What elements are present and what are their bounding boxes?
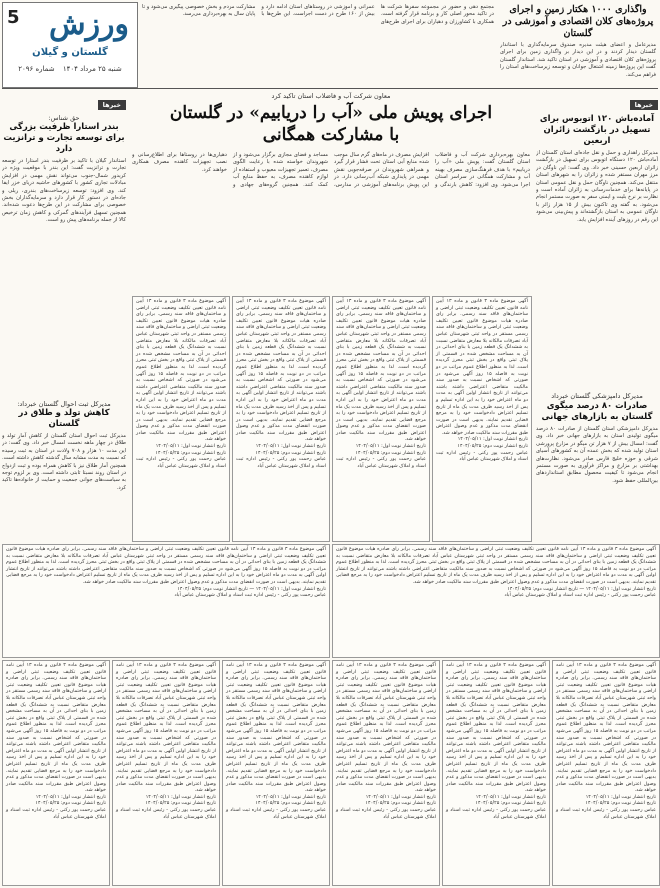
news-tag: خبرها (630, 100, 658, 110)
legal-notice: آگهی موضوع ماده ۳ قانون و ماده ۱۳ آیین نامه قانون تعیین تکلیف وضعیت ثبتی اراضی و ساختمان‌های فاقد سند رسمی. برابر رای صادره هیات موضوع قانون تعیین تکلیف وضعیت ثبتی اراضی و ساختمان‌های فاقد سند رسمی مستقر در واحد ثبتی شهرستان عباس آباد تصرفات مالکانه بلا معارض متقاضی نسبت به ششدانگ یک قطعه زمین با بنای احداثی در آن به مساحت مشخص شده در قسمتی از پلاک ثبتی واقع در بخش ثبتی محرز گردیده است. لذا به منظور اطلاع عموم مراتب در دو نوبت به فاصله ۱۵ روز آگهی می‌شود در صورتی که اشخاص نسبت به صدور سند مالکیت متقاضی اعتراضی داشته باشند می‌توانند از تاریخ انتشار اولین آگهی به مدت دو ماه اعتراض خود را به این اداره تسلیم و پس از اخذ رسید ظرف مدت یک ماه از تاریخ تسلیم اعتراض دادخواست خود را به مرجع قضایی تقدیم نمایند. بدیهی است در صورت انقضای مدت مذکور و عدم وصول اعتراض طبق مقررات سند مالکیت صادر خواهد شد. تاریخ انتشار نوبت اول: ۱۴۰۴/۰۵/۱۱ تاریخ انتشار نوبت دوم: ۱۴۰۴/۰۵/۲۵ عباس رحمت پور رکنی - رئیس اداره ثبت اسناد و املاک شهرستان عباس آباد (552, 660, 660, 886)
issue-date: شنبه ۲۵ مرداد ۱۴۰۴ (62, 65, 122, 73)
lead-body: معاون بهره‌برداری شرکت آب و فاضلاب استان گلستان گفت: پویش ملی «آب را دریابیم» با هدف فرهنگ‌سازی مصرف بهینه آب و مشارکت همگانی در سراسر استان اجرا می‌شود. وی افزود: کاهش بارندگی و افزایش مصرف در ماه‌های گرم سال موجب شده منابع آبی استان تحت فشار قرار گیرد و همراهی شهروندان در صرفه‌جویی نقش مهمی در پایداری شبکه آب‌رسانی دارد. در این پویش برنامه‌های آموزشی در مدارس، مساجد و فضای مجازی برگزار می‌شود و از شهروندان خواسته شده با رعایت الگوی مصرف، تعمیر تجهیزات معیوب و استفاده از لوازم کاهنده مصرف، به حفظ منابع آب کمک کنند. همچنین گروه‌های جهادی و دهیاری‌ها در روستاها برای اطلاع‌رسانی و نصب تجهیزات کاهنده مصرف همکاری خواهند کرد. (132, 152, 530, 188)
issue-info (7, 65, 133, 73)
legal-notice: آگهی موضوع ماده ۳ قانون و ماده ۱۳ آیین نامه قانون تعیین تکلیف وضعیت ثبتی اراضی و ساختمان‌های فاقد سند رسمی. برابر رای صادره هیات موضوع قانون تعیین تکلیف وضعیت ثبتی اراضی و ساختمان‌های فاقد سند رسمی مستقر در واحد ثبتی شهرستان عباس آباد تصرفات مالکانه بلا معارض متقاضی نسبت به ششدانگ یک قطعه زمین با بنای احداثی در آن به مساحت مشخص شده در قسمتی از پلاک ثبتی واقع در بخش ثبتی محرز گردیده است. لذا به منظور اطلاع عموم مراتب در دو نوبت به فاصله ۱۵ روز آگهی می‌شود در صورتی که اشخاص نسبت به صدور سند مالکیت متقاضی اعتراضی داشته باشند می‌توانند از تاریخ انتشار اولین آگهی به مدت دو ماه اعتراض خود را به این اداره تسلیم و پس از اخذ رسید ظرف مدت یک ماه از تاریخ تسلیم اعتراض دادخواست خود را به مرجع قضایی تقدیم نمایند. بدیهی است در صورت انقضای مدت مذکور و عدم وصول اعتراض طبق مقررات سند مالکیت صادر خواهد شد. تاریخ انتشار نوبت اول: ۱۴۰۴/۰۵/۱۱ تاریخ انتشار نوبت دوم: ۱۴۰۴/۰۵/۲۵ عباس رحمت پور رکنی - رئیس اداره ثبت اسناد و املاک شهرستان عباس آباد (332, 296, 430, 542)
legal-notice: آگهی موضوع ماده ۳ قانون و ماده ۱۳ آیین نامه قانون تعیین تکلیف وضعیت ثبتی اراضی و ساختمان‌های فاقد سند رسمی. برابر رای صادره هیات موضوع قانون تعیین تکلیف وضعیت ثبتی اراضی و ساختمان‌های فاقد سند رسمی مستقر در واحد ثبتی شهرستان عباس آباد تصرفات مالکانه بلا معارض متقاضی نسبت به ششدانگ یک قطعه زمین با بنای احداثی در آن به مساحت مشخص شده در قسمتی از پلاک ثبتی واقع در بخش ثبتی محرز گردیده است. لذا به منظور اطلاع عموم مراتب در دو نوبت به فاصله ۱۵ روز آگهی می‌شود در صورتی که اشخاص نسبت به صدور سند مالکیت متقاضی اعتراضی داشته باشند می‌توانند از تاریخ انتشار اولین آگهی به مدت دو ماه اعتراض خود را به این اداره تسلیم و پس از اخذ رسید ظرف مدت یک ماه از تاریخ تسلیم اعتراض دادخواست خود را به مرجع قضایی تقدیم نمایند. بدیهی است در صورت انقضای مدت مذکور و عدم وصول اعتراض طبق مقررات سند مالکیت صادر خواهد شد. تاریخ انتشار نوبت اول: ۱۴۰۴/۰۵/۱۱ تاریخ انتشار نوبت دوم: ۱۴۰۴/۰۵/۲۵ عباس رحمت پور رکنی - رئیس اداره ثبت اسناد و املاک شهرستان عباس آباد (222, 660, 330, 886)
right-sub-headline: صادرات ۸۰ درصد میگوی گلستان به بازارهای جهانی (541, 401, 653, 422)
right-body: مدیرکل راهداری و حمل و نقل جاده‌ای استان گلستان از آماده‌باش ۱۲۰ دستگاه اتوبوس برای تسهیل در بازگشت زائران اربعین حسینی خبر داد. وی گفت: این ناوگان در مرز مهران مستقر شده و زائران را به شهرهای استان منتقل می‌کند. همچنین ناوگان حمل و نقل عمومی استان در پایانه‌ها برای خدمات‌رسانی به زائران آماده است و نظارت بر نرخ بلیت و ایمنی سفر به صورت مستمر انجام می‌شود. به گفته وی تاکنون بیش از ۱۵ هزار زائر با ناوگان عمومی به استان بازگشته‌اند و پیش‌بینی می‌شود این رقم در روزهای آینده افزایش یابد. (536, 150, 658, 223)
right-sub-body: مدیرکل دامپزشکی استان گلستان از صادرات ۸۰ درصد میگوی تولیدی استان به بازارهای جهانی خبر داد. وی گفت: امسال بیش از ۷ هزار تن میگو در مزارع پرورشی استان تولید شده که بخش عمده آن به کشورهای آسیای شرقی و حوزه خلیج فارس صادر می‌شود. نظارت‌های بهداشتی بر مزارع و مراکز فرآوری به صورت مستمر انجام می‌شود تا کیفیت محصول مطابق استانداردهای بین‌المللی حفظ شود. (536, 426, 658, 484)
news-tag-left: خبرها (98, 100, 126, 110)
region-name: گلستان و گیلان (32, 47, 108, 58)
legal-notice: آگهی موضوع ماده ۳ قانون و ماده ۱۳ آیین نامه قانون تعیین تکلیف وضعیت ثبتی اراضی و ساختمان‌های فاقد سند رسمی. برابر رای صادره هیات موضوع قانون تعیین تکلیف وضعیت ثبتی اراضی و ساختمان‌های فاقد سند رسمی مستقر در واحد ثبتی شهرستان عباس آباد تصرفات مالکانه بلا معارض متقاضی نسبت به ششدانگ یک قطعه زمین با بنای احداثی در آن به مساحت مشخص شده در قسمتی از پلاک ثبتی واقع در بخش ثبتی محرز گردیده است. لذا به منظور اطلاع عموم مراتب در دو نوبت به فاصله ۱۵ روز آگهی می‌شود در صورتی که اشخاص نسبت به صدور سند مالکیت متقاضی اعتراضی داشته باشند می‌توانند از تاریخ انتشار اولین آگهی به مدت دو ماه اعتراض خود را به این اداره تسلیم و پس از اخذ رسید ظرف مدت یک ماه از تاریخ تسلیم اعتراض دادخواست خود را به مرجع قضایی تقدیم نمایند. بدیهی است در صورت انقضای مدت مذکور و عدم وصول اعتراض طبق مقررات سند مالکیت صادر خواهد شد. تاریخ انتشار نوبت اول: ۱۴۰۴/۰۵/۱۱ تاریخ انتشار نوبت دوم: ۱۴۰۴/۰۵/۲۵ عباس رحمت پور رکنی - رئیس اداره ثبت اسناد و املاک شهرستان عباس آباد (132, 296, 230, 542)
legal-notice: آگهی موضوع ماده ۳ قانون و ماده ۱۳ آیین نامه قانون تعیین تکلیف وضعیت ثبتی اراضی و ساختمان‌های فاقد سند رسمی. برابر رای صادره هیات موضوع قانون تعیین تکلیف وضعیت ثبتی اراضی و ساختمان‌های فاقد سند رسمی مستقر در واحد ثبتی شهرستان عباس آباد تصرفات مالکانه بلا معارض متقاضی نسبت به ششدانگ یک قطعه زمین با بنای احداثی در آن به مساحت مشخص شده در قسمتی از پلاک ثبتی واقع در بخش ثبتی محرز گردیده است. لذا به منظور اطلاع عموم مراتب در دو نوبت به فاصله ۱۵ روز آگهی می‌شود در صورتی که اشخاص نسبت به صدور سند مالکیت متقاضی اعتراضی داشته باشند می‌توانند از تاریخ انتشار اولین آگهی به مدت دو ماه اعتراض خود را به این اداره تسلیم و پس از اخذ رسید ظرف مدت یک ماه از تاریخ تسلیم اعتراض دادخواست خود را به مرجع قضایی تقدیم نمایند. بدیهی است در صورت انقضای مدت مذکور و عدم وصول اعتراض طبق مقررات سند مالکیت صادر خواهد شد. تاریخ انتشار نوبت اول: ۱۴۰۴/۰۵/۱۱ تاریخ انتشار نوبت دوم: ۱۴۰۴/۰۵/۲۵ عباس رحمت پور رکنی - رئیس اداره ثبت اسناد و املاک شهرستان عباس آباد (112, 660, 220, 886)
legal-notice: آگهی موضوع ماده ۳ قانون و ماده ۱۳ آیین نامه قانون تعیین تکلیف وضعیت ثبتی اراضی و ساختمان‌های فاقد سند رسمی. برابر رای صادره هیات موضوع قانون تعیین تکلیف وضعیت ثبتی اراضی و ساختمان‌های فاقد سند رسمی مستقر در واحد ثبتی شهرستان عباس آباد تصرفات مالکانه بلا معارض متقاضی نسبت به ششدانگ یک قطعه زمین با بنای احداثی در آن به مساحت مشخص شده در قسمتی از پلاک ثبتی واقع در بخش ثبتی محرز گردیده است. لذا به منظور اطلاع عموم مراتب در دو نوبت به فاصله ۱۵ روز آگهی می‌شود در صورتی که اشخاص نسبت به صدور سند مالکیت متقاضی اعتراضی داشته باشند می‌توانند از تاریخ انتشار اولین آگهی به مدت دو ماه اعتراض خود را به این اداره تسلیم و پس از اخذ رسید ظرف مدت یک ماه از تاریخ تسلیم اعتراض دادخواست خود را به مرجع قضایی تقدیم نمایند. بدیهی است در صورت انقضای مدت مذکور و عدم وصول اعتراض طبق مقررات سند مالکیت صادر خواهد شد. تاریخ انتشار نوبت اول: ۱۴۰۴/۰۵/۱۱ تاریخ انتشار نوبت دوم: ۱۴۰۴/۰۵/۲۵ عباس رحمت پور رکنی - رئیس اداره ثبت اسناد و املاک شهرستان عباس آباد (232, 296, 330, 542)
left-sub-headline: کاهش تولد و طلاق در گلستان (18, 408, 110, 429)
top-right-article (500, 4, 656, 84)
right-sub-kicker: مدیرکل دامپزشکی گلستان خبرداد (551, 392, 643, 400)
newspaper-logo: ورزش (48, 7, 130, 42)
left-kicker: حق شناس: (48, 114, 80, 122)
divider (2, 88, 658, 89)
right-headline: آماده‌باش ۱۲۰ اتوبوس برای تسهیل در بازگشت زائران اربعین (539, 114, 655, 146)
left-headline: بندر استارا ظرفیت بزرگی برای توسعه تجارت و ترانزیت دارد (3, 122, 125, 154)
legal-notice-wide: آگهی موضوع ماده ۳ قانون و ماده ۱۳ آیین نامه قانون تعیین تکلیف وضعیت ثبتی اراضی و ساختمان‌های فاقد سند رسمی. برابر رای صادره هیات موضوع قانون تعیین تکلیف وضعیت ثبتی اراضی و ساختمان‌های فاقد سند رسمی مستقر در واحد ثبتی شهرستان عباس آباد تصرفات مالکانه بلا معارض متقاضی نسبت به ششدانگ یک قطعه زمین با بنای احداثی در آن به مساحت مشخص شده در قسمتی از پلاک ثبتی واقع در بخش ثبتی محرز گردیده است. لذا به منظور اطلاع عموم مراتب در دو نوبت به فاصله ۱۵ روز آگهی می‌شود در صورتی که اشخاص نسبت به صدور سند مالکیت متقاضی اعتراضی داشته باشند می‌توانند از تاریخ انتشار اولین آگهی به مدت دو ماه اعتراض خود را به این اداره تسلیم و پس از اخذ رسید ظرف مدت یک ماه از تاریخ تسلیم اعتراض دادخواست خود را به مرجع قضایی تقدیم نمایند. بدیهی است در صورت انقضای مدت مذکور و عدم وصول اعتراض طبق مقررات سند مالکیت صادر خواهد شد. تاریخ انتشار نوبت اول: ۱۴۰۴/۰۵/۱۱ — تاریخ انتشار نوبت دوم: ۱۴۰۴/۰۵/۲۵ عباس رحمت پور رکنی - رئیس اداره ثبت اسناد و املاک شهرستان عباس آباد (2, 544, 330, 658)
lead-headline-1: اجرای پویش ملی «آب را دریابیم» در گلستان (169, 103, 493, 123)
masthead (2, 2, 138, 88)
page-number: 5 (7, 7, 20, 28)
top-middle-body: مجتمع دهی و حضور در مجموعه سفرها شرکت ها در تاکید محور اصلی کار و برنامه قرار گرفته است. همکاری با کشاورزان و دهیاران برای اجرای طرح‌های عمرانی و آموزشی در روستاهای استان ادامه دارد و بیش از ۱۶۰ طرح در دست اجراست. این طرح‌ها با مشارکت مردم و بخش خصوصی پیگیری می‌شود و تا پایان سال به بهره‌برداری می‌رسد. (142, 4, 494, 25)
lead-kicker: معاون شرکت آب و فاضلاب استان تاکید کرد (271, 92, 391, 100)
left-body: استاندار گیلان با تاکید بر ظرفیت بندر آستارا در توسعه تجارت و ترانزیت گفت: این بندر با موقعیت ویژه در کریدور شمال-جنوب می‌تواند نقش مهمی در افزایش مبادلات تجاری کشور با کشورهای حاشیه دریای خزر ایفا کند. وی افزود: توسعه زیرساخت‌های بندری، ریلی و جاده‌ای در دستور کار قرار دارد و سرمایه‌گذاران بخش خصوصی برای مشارکت در این طرح‌ها دعوت شده‌اند. همچنین تسهیل فرآیندهای گمرکی و کاهش زمان ترخیص کالا از جمله برنامه‌های پیش رو است. (2, 158, 126, 224)
left-column (2, 92, 126, 536)
legal-notice-wide: آگهی موضوع ماده ۳ قانون و ماده ۱۳ آیین نامه قانون تعیین تکلیف وضعیت ثبتی اراضی و ساختمان‌های فاقد سند رسمی. برابر رای صادره هیات موضوع قانون تعیین تکلیف وضعیت ثبتی اراضی و ساختمان‌های فاقد سند رسمی مستقر در واحد ثبتی شهرستان عباس آباد تصرفات مالکانه بلا معارض متقاضی نسبت به ششدانگ یک قطعه زمین با بنای احداثی در آن به مساحت مشخص شده در قسمتی از پلاک ثبتی واقع در بخش ثبتی محرز گردیده است. لذا به منظور اطلاع عموم مراتب در دو نوبت به فاصله ۱۵ روز آگهی می‌شود در صورتی که اشخاص نسبت به صدور سند مالکیت متقاضی اعتراضی داشته باشند می‌توانند از تاریخ انتشار اولین آگهی به مدت دو ماه اعتراض خود را به این اداره تسلیم و پس از اخذ رسید ظرف مدت یک ماه از تاریخ تسلیم اعتراض دادخواست خود را به مرجع قضایی تقدیم نمایند. بدیهی است در صورت انقضای مدت مذکور و عدم وصول اعتراض طبق مقررات سند مالکیت صادر خواهد شد. تاریخ انتشار نوبت اول: ۱۴۰۴/۰۵/۱۱ — تاریخ انتشار نوبت دوم: ۱۴۰۴/۰۵/۲۵ عباس رحمت پور رکنی - رئیس اداره ثبت اسناد و املاک شهرستان عباس آباد (332, 544, 660, 658)
legal-notice: آگهی موضوع ماده ۳ قانون و ماده ۱۳ آیین نامه قانون تعیین تکلیف وضعیت ثبتی اراضی و ساختمان‌های فاقد سند رسمی. برابر رای صادره هیات موضوع قانون تعیین تکلیف وضعیت ثبتی اراضی و ساختمان‌های فاقد سند رسمی مستقر در واحد ثبتی شهرستان عباس آباد تصرفات مالکانه بلا معارض متقاضی نسبت به ششدانگ یک قطعه زمین با بنای احداثی در آن به مساحت مشخص شده در قسمتی از پلاک ثبتی واقع در بخش ثبتی محرز گردیده است. لذا به منظور اطلاع عموم مراتب در دو نوبت به فاصله ۱۵ روز آگهی می‌شود در صورتی که اشخاص نسبت به صدور سند مالکیت متقاضی اعتراضی داشته باشند می‌توانند از تاریخ انتشار اولین آگهی به مدت دو ماه اعتراض خود را به این اداره تسلیم و پس از اخذ رسید ظرف مدت یک ماه از تاریخ تسلیم اعتراض دادخواست خود را به مرجع قضایی تقدیم نمایند. بدیهی است در صورت انقضای مدت مذکور و عدم وصول اعتراض طبق مقررات سند مالکیت صادر خواهد شد. تاریخ انتشار نوبت اول: ۱۴۰۴/۰۵/۱۱ تاریخ انتشار نوبت دوم: ۱۴۰۴/۰۵/۲۵ عباس رحمت پور رکنی - رئیس اداره ثبت اسناد و املاک شهرستان عباس آباد (2, 660, 110, 886)
lead-article (132, 92, 530, 292)
legal-notice: آگهی موضوع ماده ۳ قانون و ماده ۱۳ آیین نامه قانون تعیین تکلیف وضعیت ثبتی اراضی و ساختمان‌های فاقد سند رسمی. برابر رای صادره هیات موضوع قانون تعیین تکلیف وضعیت ثبتی اراضی و ساختمان‌های فاقد سند رسمی مستقر در واحد ثبتی شهرستان عباس آباد تصرفات مالکانه بلا معارض متقاضی نسبت به ششدانگ یک قطعه زمین با بنای احداثی در آن به مساحت مشخص شده در قسمتی از پلاک ثبتی واقع در بخش ثبتی محرز گردیده است. لذا به منظور اطلاع عموم مراتب در دو نوبت به فاصله ۱۵ روز آگهی می‌شود در صورتی که اشخاص نسبت به صدور سند مالکیت متقاضی اعتراضی داشته باشند می‌توانند از تاریخ انتشار اولین آگهی به مدت دو ماه اعتراض خود را به این اداره تسلیم و پس از اخذ رسید ظرف مدت یک ماه از تاریخ تسلیم اعتراض دادخواست خود را به مرجع قضایی تقدیم نمایند. بدیهی است در صورت انقضای مدت مذکور و عدم وصول اعتراض طبق مقررات سند مالکیت صادر خواهد شد. تاریخ انتشار نوبت اول: ۱۴۰۴/۰۵/۱۱ تاریخ انتشار نوبت دوم: ۱۴۰۴/۰۵/۲۵ عباس رحمت پور رکنی - رئیس اداره ثبت اسناد و املاک شهرستان عباس آباد (442, 660, 550, 886)
left-sub-body: مدیرکل ثبت احوال استان گلستان از کاهش آمار تولد و طلاق در چهار ماهه نخست امسال خبر داد. وی گفت: در این مدت ۱۰ هزار و ۷۰۸ ولادت در استان به ثبت رسیده که نسبت به مدت مشابه سال گذشته کاهش داشته است. همچنین آمار طلاق نیز با کاهش همراه بوده و ثبت ازدواج در استان روند نسبتا ثابتی داشته است. وی بر لزوم توجه به سیاست‌های جوانی جمعیت و حمایت از خانواده‌ها تاکید کرد. (2, 433, 126, 491)
top-right-headline: واگذاری ۱۰۰۰ هکتار زمین و اجرای پروژه‌های کلان اقتصادی و آموزشی در گلستان (502, 4, 654, 39)
issue-number: شماره ۲۰۹۶ (18, 65, 55, 73)
top-middle-article (142, 4, 494, 84)
legal-notice: آگهی موضوع ماده ۳ قانون و ماده ۱۳ آیین نامه قانون تعیین تکلیف وضعیت ثبتی اراضی و ساختمان‌های فاقد سند رسمی. برابر رای صادره هیات موضوع قانون تعیین تکلیف وضعیت ثبتی اراضی و ساختمان‌های فاقد سند رسمی مستقر در واحد ثبتی شهرستان عباس آباد تصرفات مالکانه بلا معارض متقاضی نسبت به ششدانگ یک قطعه زمین با بنای احداثی در آن به مساحت مشخص شده در قسمتی از پلاک ثبتی واقع در بخش ثبتی محرز گردیده است. لذا به منظور اطلاع عموم مراتب در دو نوبت به فاصله ۱۵ روز آگهی می‌شود در صورتی که اشخاص نسبت به صدور سند مالکیت متقاضی اعتراضی داشته باشند می‌توانند از تاریخ انتشار اولین آگهی به مدت دو ماه اعتراض خود را به این اداره تسلیم و پس از اخذ رسید ظرف مدت یک ماه از تاریخ تسلیم اعتراض دادخواست خود را به مرجع قضایی تقدیم نمایند. بدیهی است در صورت انقضای مدت مذکور و عدم وصول اعتراض طبق مقررات سند مالکیت صادر خواهد شد. تاریخ انتشار نوبت اول: ۱۴۰۴/۰۵/۱۱ تاریخ انتشار نوبت دوم: ۱۴۰۴/۰۵/۲۵ عباس رحمت پور رکنی - رئیس اداره ثبت اسناد و املاک شهرستان عباس آباد (432, 296, 532, 542)
top-right-body: مدیرعامل و اعضای هیئت مدیره صندوق سرمایه‌گذاری با استاندار گلستان دیدار کردند و در این دیدار بر واگذاری زمین برای اجرای پروژه‌های کلان اقتصادی و آموزشی در استان تاکید شد. استاندار گلستان گفت این پروژه‌ها زمینه اشتغال جوانان و توسعه زیرساخت‌های استان را فراهم می‌کند. (500, 42, 656, 78)
right-column (536, 92, 658, 536)
left-sub-kicker: مدیرکل ثبت احوال گلستان خبرداد: (17, 400, 111, 408)
lead-headline-2: با مشارکت همگانی (262, 125, 400, 145)
legal-notice: آگهی موضوع ماده ۳ قانون و ماده ۱۳ آیین نامه قانون تعیین تکلیف وضعیت ثبتی اراضی و ساختمان‌های فاقد سند رسمی. برابر رای صادره هیات موضوع قانون تعیین تکلیف وضعیت ثبتی اراضی و ساختمان‌های فاقد سند رسمی مستقر در واحد ثبتی شهرستان عباس آباد تصرفات مالکانه بلا معارض متقاضی نسبت به ششدانگ یک قطعه زمین با بنای احداثی در آن به مساحت مشخص شده در قسمتی از پلاک ثبتی واقع در بخش ثبتی محرز گردیده است. لذا به منظور اطلاع عموم مراتب در دو نوبت به فاصله ۱۵ روز آگهی می‌شود در صورتی که اشخاص نسبت به صدور سند مالکیت متقاضی اعتراضی داشته باشند می‌توانند از تاریخ انتشار اولین آگهی به مدت دو ماه اعتراض خود را به این اداره تسلیم و پس از اخذ رسید ظرف مدت یک ماه از تاریخ تسلیم اعتراض دادخواست خود را به مرجع قضایی تقدیم نمایند. بدیهی است در صورت انقضای مدت مذکور و عدم وصول اعتراض طبق مقررات سند مالکیت صادر خواهد شد. تاریخ انتشار نوبت اول: ۱۴۰۴/۰۵/۱۱ تاریخ انتشار نوبت دوم: ۱۴۰۴/۰۵/۲۵ عباس رحمت پور رکنی - رئیس اداره ثبت اسناد و املاک شهرستان عباس آباد (332, 660, 440, 886)
